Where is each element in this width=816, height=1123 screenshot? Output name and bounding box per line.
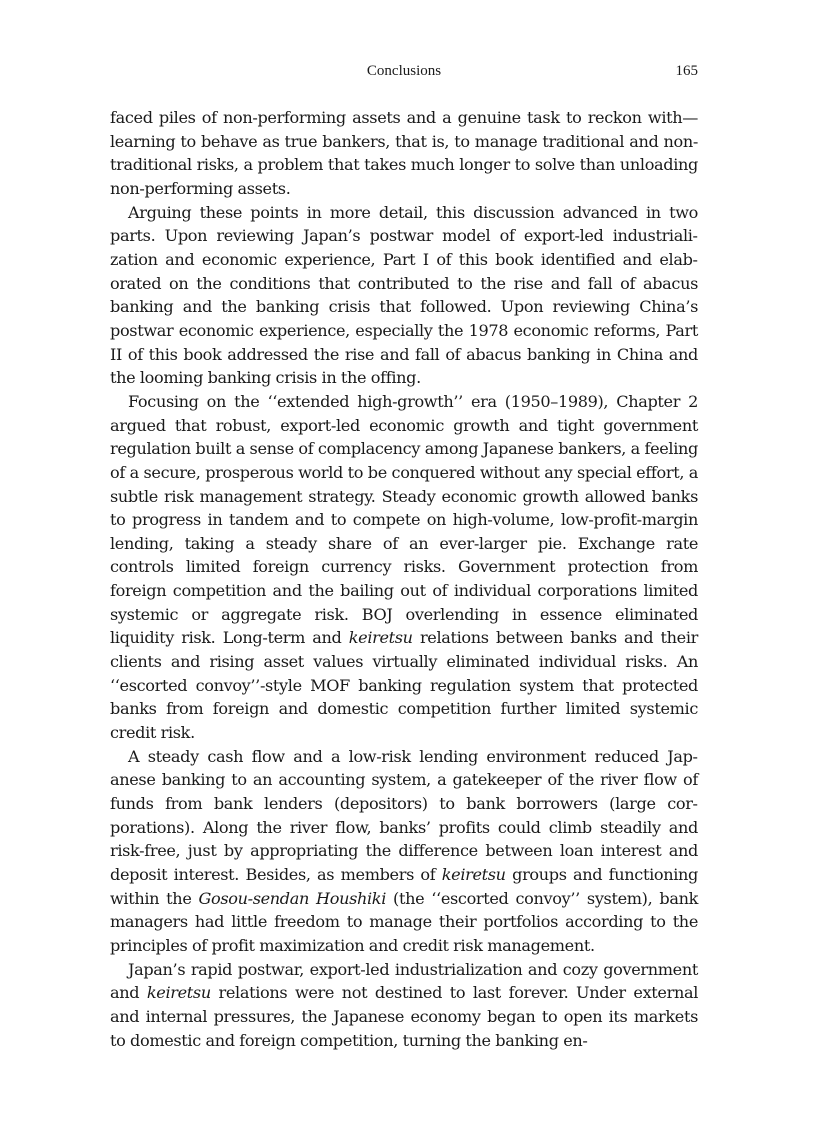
text-run: faced piles of non-performing assets and a genuine task to reckon with—learning to behave as true bankers, that is, to manage traditional and non-traditional risks, a problem that takes much longer to solve than unloading non-performing assets.: [110, 108, 698, 198]
paragraph: [110, 106, 698, 201]
italic-term: Gosou-sendan Houshiki: [198, 888, 387, 908]
italic-term: keiretsu: [348, 628, 413, 648]
text-run: groups and functioning within the: [110, 865, 698, 908]
running-title: Conclusions: [366, 63, 442, 79]
text-run: Japan’s rapid postwar, export-led industrialization and cozy government and: [110, 959, 698, 1003]
page-number: 165: [675, 63, 698, 79]
paragraph: [110, 390, 698, 745]
text-run: Arguing these points in more detail, this discussion advanced in two parts. Upon reviewing Japan’s postwar model of export-led industrialization and economic experience, Part I of this book identified and elaborated on the conditions that contributed to the rise and fall of abacus banking and the banking crisis that followed. Upon reviewing China’s postwar economic experience, especially the 1978 economic reforms, Part II of this book addressed the rise and fall of abacus banking in China and the looming banking crisis in the offing.: [110, 202, 698, 388]
italic-term: keiretsu: [441, 865, 506, 884]
body-text: [110, 106, 698, 1052]
text-run: A steady cash flow and a low-risk lending environment reduced Japanese banking to an accounting system, a gatekeeper of the river flow of funds from bank lenders (depositors) to bank borrowers (large corporations). Along the river flow, banks’ profits could climb steadily and risk-free, just by appropriating the difference between loan interest and deposit interest. Besides, as members of: [110, 746, 698, 884]
italic-term: keiretsu: [146, 983, 211, 1003]
text-run: relations between banks and their clients and rising asset values virtually eliminated individual risks. An ‘‘escorted convoy’’-style MOF banking regulation system that protected banks from foreign and domestic competition further limited systemic credit risk.: [110, 628, 698, 743]
paragraph: [110, 958, 698, 1053]
running-header: [110, 63, 698, 85]
text-run: (the ‘‘escorted convoy’’ system), bank managers had little freedom to manage their portfolios according to the principles of profit maximization and credit risk management.: [110, 888, 698, 955]
paragraph: [110, 201, 698, 390]
paragraph: [110, 745, 698, 958]
text-run: Focusing on the ‘‘extended high-growth’’ era (1950–1989), Chapter 2 argued that robust, export-led economic growth and tight government regulation built a sense of complacency among Japanese bankers, a feeling of a secure, prosperous world to be conquered without any special effort, a subtle risk management strategy. Steady economic growth allowed banks to progress in tandem and to compete on high-volume, low-profit-margin lending, taking a steady share of an ever-larger pie. Exchange rate controls limited foreign currency risks. Government protection from foreign competition and the bailing out of individual corporations limited systemic or aggregate risk. BOJ overlending in essence eliminated liquidity risk. Long-term and: [110, 391, 698, 648]
text-run: relations were not destined to last forever. Under external and internal pressures, the Japanese economy began to open its markets to domestic and foreign competition, turning the banking en-: [110, 983, 699, 1050]
